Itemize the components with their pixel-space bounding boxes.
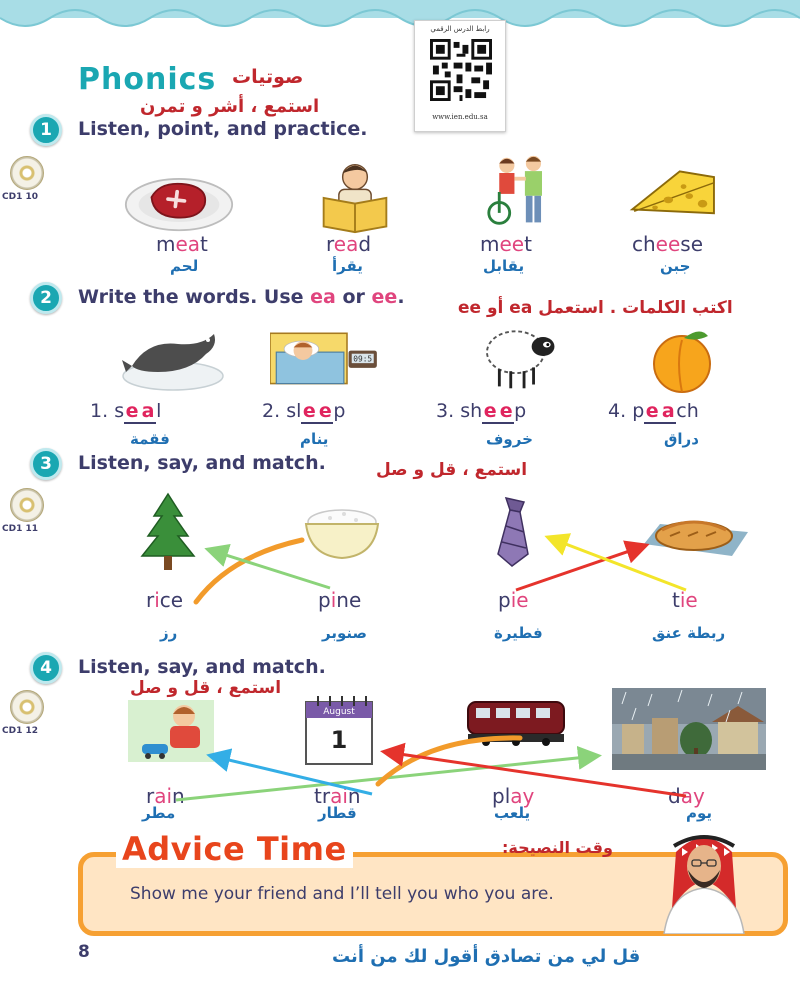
page-number: 8	[78, 942, 90, 962]
section-4-instruction-arabic: استمع ، قل و صل	[130, 678, 282, 698]
word-meet: meet	[480, 232, 532, 256]
match-word-rain-arabic: مطر	[142, 804, 176, 822]
section-3-instruction: Listen, say, and match.	[78, 452, 326, 474]
cd-label: CD1 11	[2, 524, 38, 534]
qr-url: www.ien.edu.sa	[432, 113, 488, 121]
sheep-icon	[470, 318, 580, 394]
qr-code-card[interactable]	[414, 20, 506, 132]
rice-bowl-icon	[300, 504, 384, 562]
match-word-pine[interactable]: pine	[318, 588, 362, 612]
fill-word-sheep-arabic: خروف	[486, 430, 533, 448]
reading-boy-icon	[300, 158, 410, 234]
word-meet-arabic: يقابل	[483, 257, 525, 275]
cd-icon	[10, 690, 44, 724]
match-word-rain[interactable]: rain	[146, 784, 185, 808]
fill-word-seal: 1. se al	[90, 400, 162, 422]
section-3-badge: 3	[30, 448, 62, 480]
advisor-avatar	[652, 822, 756, 934]
section-4-instruction: Listen, say, and match.	[78, 656, 326, 678]
section1-instruction-arabic: استمع ، أشر و تمرن	[140, 96, 320, 117]
cd-icon	[10, 488, 44, 522]
calendar-icon	[302, 694, 378, 768]
word-cheese: cheese	[632, 232, 704, 256]
match-word-tie[interactable]: tie	[672, 588, 698, 612]
section-4-badge: 4	[30, 652, 62, 684]
match-word-play-arabic: يلعب	[494, 804, 531, 822]
section-1-instruction: Listen, point, and practice.	[78, 118, 368, 140]
playing-boy-icon	[128, 700, 214, 762]
match-word-day[interactable]: day	[668, 784, 705, 808]
section-2-instruction-arabic: اكتب الكلمات . استعمل ea أو ee	[458, 298, 733, 318]
cd-audio-3[interactable]	[2, 690, 50, 742]
cheese-icon	[620, 160, 730, 236]
rainy-street-icon	[612, 688, 766, 770]
tie-icon	[490, 496, 536, 568]
train-icon	[462, 696, 570, 748]
cd-icon	[10, 156, 44, 190]
section-1-badge: 1	[30, 114, 62, 146]
meeting-boys-icon	[468, 154, 578, 230]
match-line-rice	[196, 540, 302, 602]
page-title-arabic: صوتيات	[232, 66, 304, 88]
sleeping-boy-icon	[270, 322, 380, 398]
match-word-rice-arabic: رز	[160, 624, 178, 642]
calendar-day: 1	[330, 726, 348, 754]
calendar-month: August	[323, 707, 355, 717]
pine-tree-icon	[138, 492, 198, 572]
match-word-pine-arabic: صنوبر	[322, 624, 367, 642]
fill-word-peach: 4. pe ach	[608, 400, 699, 422]
match-word-pie-arabic: فطيرة	[494, 624, 543, 642]
word-read: read	[326, 232, 372, 256]
word-meat: meat	[156, 232, 208, 256]
match-word-train-arabic: قطار	[318, 804, 357, 822]
section-2-instruction: Write the words. Use ea or ee.	[78, 286, 405, 308]
fill-word-sheep: 3. she ep	[436, 400, 527, 422]
match-word-day-arabic: يوم	[686, 804, 713, 822]
header-wave-band	[0, 0, 800, 40]
pie-icon	[640, 510, 750, 560]
cd-audio-1[interactable]	[2, 156, 50, 208]
fill-word-peach-arabic: دراق	[664, 430, 699, 448]
meat-icon	[124, 162, 234, 238]
qr-code-icon	[430, 39, 492, 101]
word-cheese-arabic: جبن	[660, 257, 691, 275]
advice-text: Show me your friend and I’ll tell you who you are.	[130, 884, 554, 904]
fill-word-sleep: 2. sle ep	[262, 400, 346, 422]
advice-text-arabic: قل لي من تصادق أقول لك من أنت	[332, 946, 641, 967]
match-word-rice[interactable]: rice	[146, 588, 184, 612]
section-3-instruction-arabic: استمع ، قل و صل	[376, 460, 528, 480]
cd-label: CD1 12	[2, 726, 38, 736]
word-meat-arabic: لحم	[170, 257, 199, 275]
clock-text: 09:5	[353, 354, 373, 364]
seal-icon	[118, 320, 228, 396]
advice-title-arabic: وقت النصيحة:	[502, 838, 613, 857]
match-word-train[interactable]: train	[314, 784, 361, 808]
cd-audio-2[interactable]	[2, 488, 50, 540]
page-title: Phonics	[78, 62, 217, 97]
fill-word-sleep-arabic: ينام	[300, 430, 329, 448]
qr-caption: رابط الدرس الرقمي	[430, 25, 490, 33]
section-2-badge: 2	[30, 282, 62, 314]
match-word-pie[interactable]: pie	[498, 588, 529, 612]
fill-word-seal-arabic: فقمة	[130, 430, 170, 448]
advice-title: Advice Time	[116, 830, 353, 868]
peach-icon	[630, 322, 740, 398]
match-word-play[interactable]: play	[492, 784, 535, 808]
cd-label: CD1 10	[2, 192, 38, 202]
word-read-arabic: يقرأ	[332, 257, 363, 275]
match-word-tie-arabic: ربطة عنق	[652, 624, 726, 642]
